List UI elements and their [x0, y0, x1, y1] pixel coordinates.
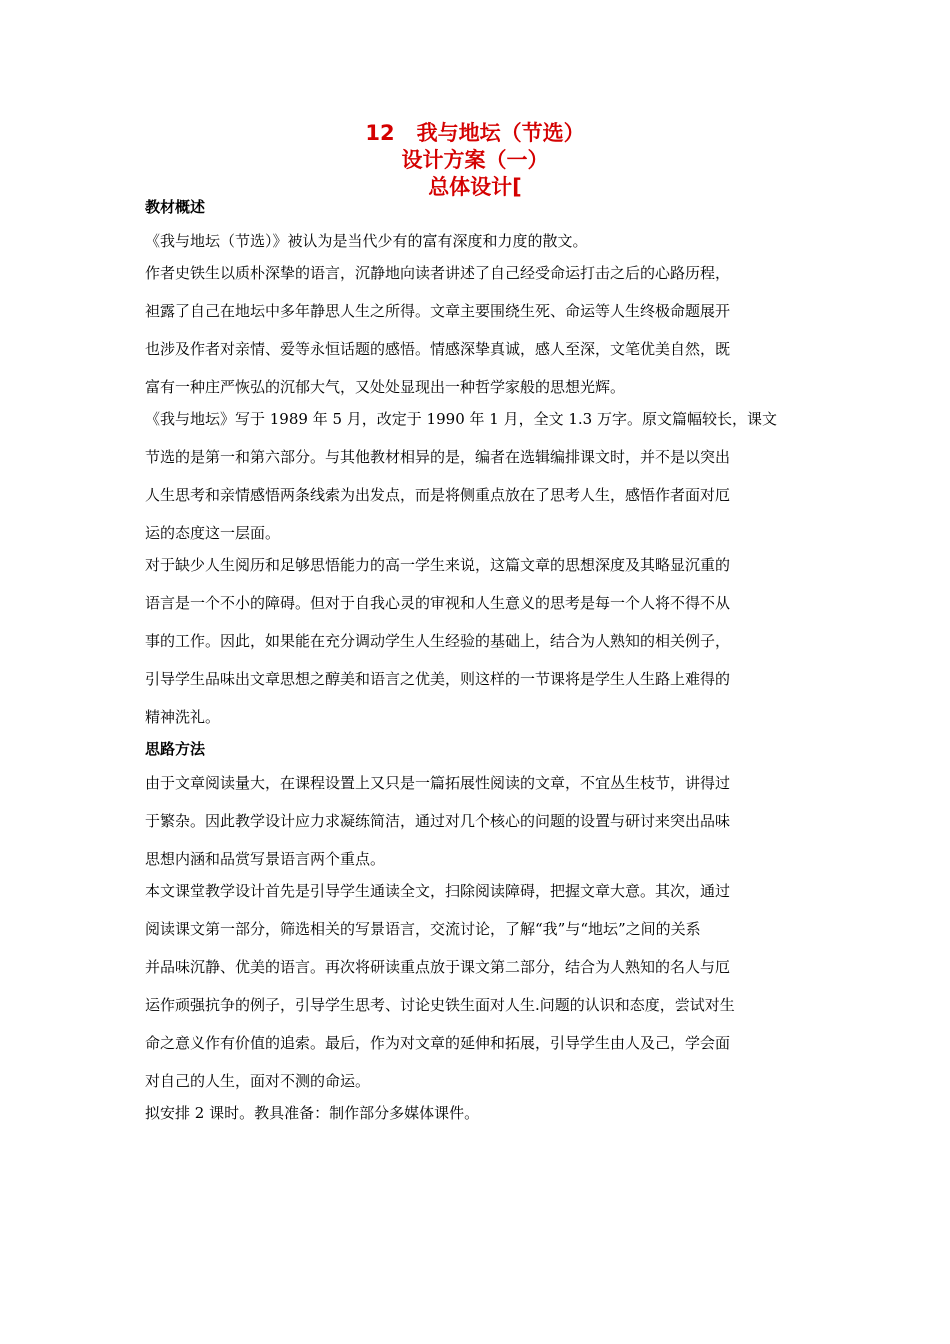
text-line: 拟安排 2 课时。教具准备：制作部分多媒体课件。 — [145, 1104, 480, 1122]
paragraph — [145, 880, 815, 1092]
design-plan-title: 设计方案（一） — [401, 148, 549, 172]
text-line: 并品味沉静、优美的语言。再次将研读重点放于课文第二部分，结合为人熟知的名人与厄 — [145, 958, 731, 976]
text-line: 对于缺少人生阅历和足够思悟能力的高一学生来说，这篇文章的思想深度及其略显沉重的 — [145, 556, 731, 574]
text-line: 引导学生品味出文章思想之醇美和语言之优美，则这样的一节课将是学生人生路上难得的 — [145, 670, 731, 688]
title-block — [0, 120, 950, 201]
text-line: 命之意义作有价值的追索。最后，作为对文章的延伸和拓展，引导学生由人及己，学会面 — [145, 1034, 731, 1052]
paragraph — [145, 262, 815, 398]
text-line: 袒露了自己在地坛中多年静思人生之所得。文章主要围绕生死、命运等人生终极命题展开 — [145, 302, 731, 320]
section-heading-method: 思路方法 — [145, 740, 206, 758]
text-line: 精神洗礼。 — [145, 708, 221, 726]
section-heading-overview: 教材概述 — [145, 198, 206, 216]
text-line: 事的工作。因此，如果能在充分调动学生人生经验的基础上，结合为人熟知的相关例子， — [145, 632, 731, 650]
text-line: 人生思考和亲情感悟两条线索为出发点，而是将侧重点放在了思考人生，感悟作者面对厄 — [145, 486, 731, 504]
text-line: 运的态度这一层面。 — [145, 524, 281, 542]
lesson-title: 12 我与地坛（节选） — [365, 121, 585, 145]
text-line: 由于文章阅读量大，在课程设置上又只是一篇拓展性阅读的文章，不宜丛生枝节，讲得过 — [145, 774, 731, 792]
paragraph — [145, 772, 815, 870]
text-line: 语言是一个不小的障碍。但对于自我心灵的审视和人生意义的思考是每一个人将不得不从 — [145, 594, 731, 612]
paragraph — [145, 408, 815, 544]
text-line: 于繁杂。因此教学设计应力求凝练简洁，通过对几个核心的问题的设置与研讨来突出品味 — [145, 812, 731, 830]
text-line: 富有一种庄严恢弘的沉郁大气，又处处显现出一种哲学家般的思想光辉。 — [145, 378, 626, 396]
text-line: 阅读课文第一部分，筛选相关的写景语言，交流讨论，了解“我”与“地坛”之间的关系 — [145, 920, 701, 938]
text-line: 本文课堂教学设计首先是引导学生通读全文，扫除阅读障碍，把握文章大意。其次，通过 — [145, 882, 731, 900]
text-line: 思想内涵和品赏写景语言两个重点。 — [145, 850, 386, 868]
text-line: 《我与地坛（节选）》被认为是当代少有的富有深度和力度的散文。 — [145, 232, 588, 250]
text-line: 对自己的人生，面对不测的命运。 — [145, 1072, 371, 1090]
text-line: 《我与地坛》写于 1989 年 5 月，改定于 1990 年 1 月，全文 1.3 万字。原文篇幅较长，课文 — [145, 410, 777, 428]
text-line: 作者史铁生以质朴深挚的语言，沉静地向读者讲述了自己经受命运打击之后的心路历程， — [145, 264, 731, 282]
text-line: 也涉及作者对亲情、爱等永恒话题的感悟。情感深挚真诚，感人至深，文笔优美自然，既 — [145, 340, 731, 358]
paragraph — [145, 1102, 815, 1124]
paragraph — [145, 554, 815, 728]
text-line: 节选的是第一和第六部分。与其他教材相异的是，编者在选辑编排课文时，并不是以突出 — [145, 448, 731, 466]
paragraph — [145, 230, 815, 252]
overall-design-title: 总体设计[ — [428, 175, 522, 199]
text-line: 运作顽强抗争的例子，引导学生思考、讨论史铁生面对人生.问题的认识和态度，尝试对生 — [145, 996, 735, 1014]
document-body — [145, 196, 815, 1134]
